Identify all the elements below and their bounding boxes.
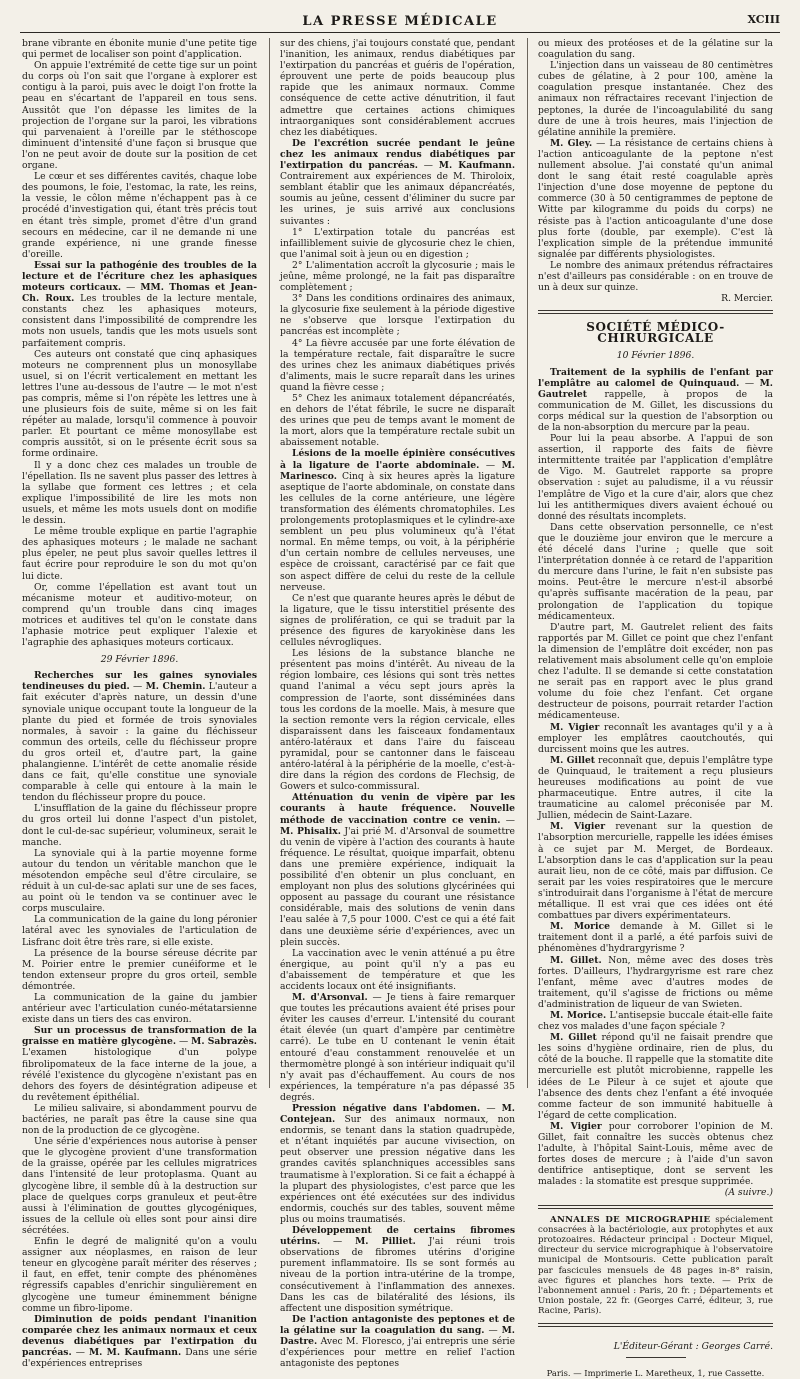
paragraph [538, 1121, 773, 1188]
paragraph: 2° L'alimentation accroît la glycosurie ; mais le jeûne, même prolongé, ne la fait pas disparaître complètement ; [280, 259, 515, 294]
article-heading: De l'action antagoniste des peptones et de la gélatine sur la coagulation du sang. — M. Dastre. Avec M. Floresco, j'ai entrepris une série d'expériences pour mettre en relief l'action antagoniste des peptones [280, 1313, 516, 1370]
article-heading: Recherches sur les gaines synoviales tendineuses du pied. — M. Chemin. L'auteur a fait exécuter d'après nature, un dessin d'une synoviale unique occupant toute la longueur de la plante du pied et formée de trois synoviales normales, à savoir : la gaine du fléchisseur commun des orteils, celle du fléchisseur propre du gros orteil et, d'autre part, la gaine phalangienne. L'intérêt de cette anomalie réside dans ce fait, qu'elle constitue une synoviale comparable à celle qui entoure à la main le tendon du fléchisseur propre du pouce. [22, 670, 258, 804]
session-date: 10 Février 1896. [616, 350, 695, 362]
article-author: M. Chemin. [145, 681, 206, 693]
paragraph: J'ai prié M. d'Arsonval de soumettre du venin de vipère à l'action des courants à haute fréquence. Le résultat, quoique imparfait, obtenu dans une première expérience, indiquait la possibilité d'en obtenir un plus concluant, en employant non plus des solutions glycérinées qui opposent au passage du courant une résistance considérable, mais des solutions de venin dans l'eau salée à 7,5 pour 1000. C'est ce qui a été fait dans une deuxième série d'expériences, avec un plein succès. [280, 825, 515, 948]
article-heading: Atténuation du venin de vipère par les courants à haute fréquence. Nouvelle méthode de vaccination contre ce venin. — M. Phisalix. J'ai prié M. d'Arsonval de soumettre du venin de vipère à l'action des courants à haute fréquence. Le résultat, quoique imparfait, obtenu dans une première expérience, indiquait la possibilité d'en obtenir un plus concluant, en employant non plus des solutions glycérinées qui opposent au passage du courant une résistance considérable, mais des solutions de venin dans l'eau salée à 7,5 pour 1000. C'est ce qui a été fait dans une deuxième série d'expériences, avec un plein succès. [280, 792, 515, 948]
article-heading: Lésions de la moelle épinière consécutives à la ligature de l'aorte abdominale. — M. Marinesco. Cinq à six heures après la ligature aseptique de l'aorte abdominale, on constate dans les cellules de la corne antérieure, une légère transformation des éléments chromatophiles. Les prolongements protoplasmiques et le cylindre-axe semblent un peu plus volumineux qu'à l'état normal. En même temps, ou voit, à la périphérie d'un certain nombre de cellules nerveuses, une espèce de croissant, caractérisé par ce fait que son aspect diffère de celui du reste de la cellule nerveuse. [280, 448, 516, 593]
paragraph: Avec M. Floresco, j'ai entrepris une série d'expériences pour mettre en relief l'action antagoniste des peptones [280, 1335, 516, 1370]
speaker: M. Morice. [550, 1009, 607, 1021]
paragraph: Contrairement aux expériences de M. Thiroloix, semblant établir que les animaux dépancréatés, soumis au jeûne, cessent d'éliminer du sucre par les urines, je suis arrivé aux conclusions suivantes : [280, 171, 515, 227]
article-title: Diminution de poids pendant l'inanition comparée chez les animaux normaux et ceux devenus diabétiques par l'extirpation du pancréas. [22, 1313, 257, 1358]
paragraph: La présence de la bourse séreuse décrite par M. Poirier entre le premier cunéiforme et le tendon extenseur propre du gros orteil, semble démontrée. [22, 947, 257, 992]
speaker: M. Morice [550, 921, 610, 933]
advertisement-body: spécialement consacrées à la bactériologie, aux protophytes et aux protozoaires. Rédacteur principal : Docteur Miquel, directeur du service micrographique à l'observatoire municipal de Montsouris. Cette publication paraît par fascicules mensuels de 48 pages in-8° raisin, avec figures et planches hors texte. — Prix de l'abonnement annuel : Paris, 20 fr. ; Départements et Union postale, 22 fr. (Georges Carré, éditeur, 3, rue Racine, Paris). [538, 1214, 773, 1317]
article-heading: Traitement de la syphilis de l'enfant par l'emplâtre au calomel de Quinquaud. — M. Gautrelet rappelle, à propos de la communication de M. Gillet, les discussions du corps médical sur la question de l'absorption ou de la non-absorption du mercure par la peau. [538, 366, 773, 433]
paragraph: Or, comme l'épellation est avant tout un mécanisme moteur et auditivo-moteur, on comprend qu'un trouble dans cinq images motrices et auditives tel qu'on le constate dans l'aphasie motrice peut expliquer l'alexie et l'agraphie des aphasiques moteurs corticaux. [22, 581, 257, 649]
speaker: M. Vigier [550, 721, 600, 733]
paragraph: M. Gley. — La résistance de certains chiens à l'action anticoagulante de la peptone n'est nullement absolue. J'ai constaté qu'un animal dont le sang était resté coagulable après l'injection d'une dose moyenne de peptone du commerce (30 à 50 centigrammes de peptone de Witte par kilogramme du poids du corps) ne résiste pas à l'action anticoagulante d'une dose plus forte (double, par exemple). C'est là l'explication simple de la prétendue immunité signalée par différents physiologistes. [538, 137, 773, 260]
page-number: XCIII [747, 13, 780, 26]
paragraph: Dans une série d'expériences entreprises [22, 1346, 258, 1370]
column-2 [280, 38, 516, 1370]
paragraph-text: reconnaît que, depuis l'emplâtre type de Quinquaud, le traitement a reçu plusieurs heureuses modifications au point de vue pharmaceutique. Entre autres, il cite la traumaticine au calomel préconisée par M. Jullien, médecin de Saint-Lazare. [538, 754, 773, 822]
paragraph [538, 921, 773, 954]
paragraph: D'autre part, M. Gautrelet relient des faits rapportés par M. Gillet ce point que chez l'enfant la dimension de l'emplâtre doit excéder, non pas relativement mais absolument celle qu'on emploie chez l'adulte. Il se demande si cette constatation ne serait pas en rapport avec le plus grand volume du foie chez l'enfant. Cet organe destructeur de poisons, pourrait retarder l'action médicamenteuse. [538, 621, 773, 722]
paragraph [538, 1032, 773, 1121]
paragraph-text: pour corroborer l'opinion de M. Gillet, fait connaître les succès obtenus chez l'adulte, à l'hôpital Saint-Louis, même avec de fortes doses de mercure ; à l'aide d'un savon dentifrice antiseptique, dont se servent les malades : la stomatite est presque supprimée. [538, 1120, 773, 1188]
article-title: Pression négative dans l'abdomen. [292, 1103, 481, 1114]
advertisement-title: ANNALES DE MICROGRAPHIE [550, 1214, 711, 1225]
society-heading: SOCIÉTÉ MÉDICO-CHIRURGICALE [586, 320, 725, 346]
paragraph: 3° Dans les conditions ordinaires des animaux, la glycosurie fixe seulement à la période digestive ne s'observe que lorsque l'extirpation du pancréas est incomplète ; [280, 293, 515, 338]
article-author: M. Kaufmann. [438, 160, 516, 172]
paragraph [538, 955, 773, 1010]
article-title: Atténuation du venin de vipère par les courants à haute fréquence. Nouvelle méthode de vaccination contre ce venin. [280, 792, 515, 826]
article-heading: Pression négative dans l'abdomen. — M. Contejean. Sur des animaux normaux, non endormis, se tenant dans la station quadrupède, et n'étant inquiétés par aucune vivisection, on peut observer une pression négative dans les grandes cavités splanchniques accessibles sans traumatisme à l'exploration. Si ce fait a échappé à la plupart des physiologistes, c'est parce que les expériences ont été exécutées sur des individus endormis, couchés sur des tables, souvent même plus ou moins traumatisés. [280, 1103, 516, 1225]
column-divider [527, 38, 528, 1088]
paragraph-text: répond qu'il ne faisait prendre que les soins d'hygiène ordinaire, rien de plus, du côté de la bouche. Il rappelle que la stomatite dite mercurielle est plutôt microbienne, rappelle les idées de Le Pileur à ce sujet et ajoute que l'absence des dents chez l'enfant a été invoquée comme facteur de son immunité habituelle à l'égard de cette complication. [538, 1032, 774, 1121]
paragraph: 1° L'extirpation totale du pancréas est infailliblement suivie de glycosurie chez le chien, que l'animal soit à jeun ou en digestion ; [280, 226, 515, 260]
article-heading: De l'excrétion sucrée pendant le jeûne chez les animaux rendus diabétiques par l'extirpation du pancréas. — M. Kaufmann. Contrairement aux expériences de M. Thiroloix, semblant établir que les animaux dépancréatés, soumis au jeûne, cessent d'éliminer du sucre par les urines, je suis arrivé aux conclusions suivantes : [280, 137, 516, 227]
paragraph: brane vibrante en ébonite munie d'une petite tige qui permet de localiser son point d'application. [22, 38, 257, 61]
divider [626, 1357, 686, 1358]
paragraph-text: La résistance de certains chiens à l'action anticoagulante de la peptone n'est nullement absolue. J'ai constaté qu'un animal dont le sang était resté coagulable après l'injection d'une dose moyenne de peptone du commerce (30 à 50 centigrammes de peptone de Witte par kilogramme du poids du corps) ne résiste pas à l'action anticoagulante d'une dose plus forte (double, par exemple). C'est là l'explication simple de la prétendue immunité signalée par différents physiologistes. [538, 137, 773, 260]
paragraph: Pour lui la peau absorbe. A l'appui de son assertion, il rapporte des faits de fièvre intermittente traitée par l'application d'emplâtre de Vigo. M. Gautrelet rapporte sa propre observation : sujet au paludisme, il a vu réussir l'emplâtre de Vigo et la cure d'air, alors que chez lui les antithermiques divers avaient échoué ou donné des résultats incomplets. [538, 433, 773, 522]
article-author: M. Gley. [550, 137, 593, 149]
paragraph: Le même trouble explique en partie l'agraphie des aphasiques moteurs ; le malade ne sachant plus épeler, ne peut plus savoir quelles lettres il faut écrire pour reproduire le son du mot qu'on lui dicte. [22, 526, 257, 582]
article-author: M. Pilliet. [355, 1236, 416, 1248]
speaker: M. Vigier [550, 1120, 602, 1132]
printer-credit: Paris. — Imprimerie L. Maretheux, 1, rue Cassette. [546, 1367, 765, 1378]
paragraph: Le milieu salivaire, si abondamment pourvu de bactéries, ne paraît pas être la cause sine qua non de la production de ce glycogène. [22, 1102, 257, 1137]
paragraph [538, 821, 773, 921]
paragraph: Ces auteurs ont constaté que cinq aphasiques moteurs ne comprennent plus un monosyllabe usuel, si on l'écrit verticalement en mettant les lettres l'une au-dessous de l'autre — le mot n'est pas compris, même si l'on répète les lettres une à une plusieurs fois de suite, même si on les fait répéter au malade, lorsqu'il commence à pouvoir parler. Et pourtant ce même monosyllabe est compris aussitôt, si on le présente écrit sous sa forme ordinaire. [22, 348, 257, 460]
paragraph: J'ai réuni trois observations de fibromes utérins d'origine purement inflammatoire. Ils se sont formés au niveau de la portion intra-utérine de la trompe, consécutivement à l'inflammation des annexes. Dans les cas de bilatéralité des lésions, ils affectent une disposition symétrique. [280, 1236, 515, 1314]
paragraph: L'insufflation de la gaine du fléchisseur propre du gros orteil lui donne l'aspect d'un pistolet, dont le cul-de-sac supérieur, volumineux, serait le manche. [22, 803, 257, 848]
article-title: De l'action antagoniste des peptones et de la gélatine sur la coagulation du sang. [280, 1313, 515, 1336]
paragraph: Le cœur et ses différentes cavités, chaque lobe des poumons, le foie, l'estomac, la rate, les reins, la vessie, le côlon même n'échappent pas à ce procédé d'investigation qui, étant très précis tout en étant très simple, promet d'être d'un grand secours en médecine, car il ne demande ni une grande expérience, ni une grande finesse d'oreille. [22, 171, 257, 260]
article-title: Développement de certains fibromes utérins. [280, 1225, 515, 1248]
paragraph: Cinq à six heures après la ligature aseptique de l'aorte abdominale, on constate dans les cellules de la corne antérieure, une légère transformation des éléments chromatophiles. Les prolongements protoplasmiques et le cylindre-axe semblent un peu plus volumineux qu'à l'état normal. En même temps, ou voit, à la périphérie d'un certain nombre de cellules nerveuses, une espèce de croissant, caractérisé par ce fait que son aspect diffère de celui du reste de la cellule nerveuse. [280, 470, 515, 593]
article-author: M. Dastre. [280, 1324, 515, 1347]
article-author: M. M. Kaufmann. [88, 1346, 182, 1358]
article-title: Lésions de la moelle épinière consécutives à la ligature de l'aorte abdominale. [280, 448, 515, 471]
column-3 [538, 38, 774, 1378]
session-date: 29 Février 1896. [100, 654, 179, 666]
paragraph: Dans cette observation personnelle, ce n'est que le douzième jour environ que le mercure a été décelé dans l'urine ; quelle que soit l'interprétation donnée à ce retard de l'apparition du mercure dans l'urine, le fait n'en subsiste pas moins. Peut-être le mercure n'est-il absorbé qu'après suffisante macération de la peau, par prolongation de l'application du topique médicamenteux. [538, 521, 773, 622]
paragraph-text: L'antisepsie buccale était-elle faite chez vos malades d'une façon spéciale ? [538, 1009, 773, 1033]
article-author: M. Phisalix. [280, 825, 341, 837]
section-divider [538, 310, 773, 314]
paragraph-text: revenant sur la question de l'absorption mercurielle, rappelle les idées émises à ce sujet par M. Merget, de Bordeaux. L'absorption dans le cas d'application sur la peau aurait lieu, non de ce côté, mais par diffusion. Ce serait par les voies respiratoires que le mercure s'introduirait dans l'organisme à l'état de mercure métallique. Il est vrai que ces idées ont été combattues par divers expérimentateurs. [538, 821, 773, 922]
paragraph [538, 1010, 773, 1032]
speaker: M. Gillet [550, 754, 596, 766]
article-heading: Diminution de poids pendant l'inanition comparée chez les animaux normaux et ceux devenus diabétiques par l'extirpation du pancréas. — M. M. Kaufmann. Dans une série d'expériences entreprises [22, 1313, 258, 1370]
speaker: M. Vigier [550, 821, 606, 833]
article-heading: Développement de certains fibromes utérins. — M. Pilliet. J'ai réuni trois observations de fibromes utérins d'origine purement inflammatoire. Ils se sont formés au niveau de la portion intra-utérine de la trompe, consécutivement à l'inflammation des annexes. Dans les cas de bilatéralité des lésions, ils affectent une disposition symétrique. [280, 1225, 515, 1314]
article-author: M. d'Arsonval. [292, 992, 368, 1004]
paragraph: Une série d'expériences nous autorise à penser que le glycogène provient d'une transformation de la graisse, opérée par les cellules migratrices dans l'intensité de leur protoplasma. Quant au glycogène libre, il semble dû à la destruction sur place de quelques corps granuleux et peut-être aussi à l'élimination de gouttes glycogéniques, issues de la cellule où elles sont pour ainsi dire sécrétées. [22, 1136, 257, 1236]
paragraph: Ce n'est que quarante heures après le début de la ligature, que le tissu interstitiel présente des signes de prolifération, ce qui se traduit par la présence des figures de karyokinèse dans les cellules névrogliques. [280, 592, 515, 649]
paragraph: ou mieux des protéoses et de la gélatine sur la coagulation du sang. [538, 38, 773, 61]
article-title: De l'excrétion sucrée pendant le jeûne chez les animaux rendus diabétiques par l'extirpation du pancréas. [280, 137, 515, 172]
section-divider [538, 1205, 773, 1209]
paragraph: L'injection dans un vaisseau de 80 centimètres cubes de gélatine, à 2 pour 100, amène la coagulation presque instantanée. Chez des animaux non réfractaires recevant l'injection de peptones, la durée de l'incoagulabilité du sang dure de une à trois heures, mais l'injection de gélatine annihile la première. [538, 60, 773, 138]
paragraph: L'examen histologique d'un polype fibrolipomateux de la face interne de la joue, a révélé l'existence du glycogène n'existant pas en dehors des foyers de désintégration adipeuse et du revêtement épithélial. [22, 1047, 257, 1103]
paragraph: Le nombre des animaux prétendus réfractaires n'est d'ailleurs pas considérable : on en trouve de un à deux sur quinze. [538, 259, 773, 294]
paragraph: Les lésions de la substance blanche ne présentent pas moins d'intérêt. Au niveau de la région lombaire, ces lésions qui sont très nettes quand l'animal a vécu sept jours après la compression de l'aorte, sont disséminées dans tous les cordons de la moelle. Mais, à mesure que la section remonte vers la région cervicale, elles disparaissent dans les faisceaux fondamentaux antéro-latéraux et dans l'aire du faisceau pyramidal, pour se cantonner dans le faisceau antéro-latéral à la périphérie de la moelle, c'est-à-dire dans la région des cordons de Flechsig, de Gowers et sulco-commissural. [280, 648, 515, 793]
publication-title: LA PRESSE MÉDICALE [302, 13, 498, 29]
paragraph: La synoviale qui à la partie moyenne forme autour du tendon un véritable manchon que le mésotendon empêche seul d'être circulaire, se réduit à un cul-de-sac aplati sur une de ses faces, au point où le tendon va se continuer avec le corps musculaire. [22, 847, 257, 915]
article-author: M. Sabrazès. [191, 1036, 257, 1048]
publisher-credit: L'Éditeur-Gérant : Georges Carré. [613, 1340, 773, 1352]
paragraph: sur des chiens, j'ai toujours constaté que, pendant l'inanition, les animaux, rendus diabétiques par l'extirpation du pancréas et guéris de l'opération, éprouvent une perte de poids beaucoup plus rapide que les animaux normaux. Comme conséquence de cette active dénutrition, il faut admettre que certaines actions chimiques intraorganiques sont considérablement accrues chez les diabétiques. [280, 38, 515, 138]
paragraph: L'auteur a fait exécuter d'après nature, un dessin d'une synoviale unique occupant toute la longueur de la plante du pied et formée de trois synoviales normales, à savoir : la gaine du fléchisseur commun des orteils, celle du fléchisseur propre du gros orteil et, d'autre part, la gaine phalangienne. L'intérêt de cette anomalie réside dans ce fait, qu'elle constitue une synoviale comparable à celle qui entoure à la main le tendon du fléchisseur propre du pouce. [22, 681, 258, 804]
paragraph: La communication de la gaine du long péronier latéral avec les synoviales de l'articulation de Lisfranc doit être très rare, si elle existe. [22, 914, 257, 948]
page-header [20, 12, 780, 30]
article-title: Sur un processus de transformation de la graisse en matière glycogène. [22, 1025, 257, 1048]
article-heading: Essai sur la pathogénie des troubles de la lecture et de l'écriture chez les aphasiques moteurs corticaux. — MM. Thomas et Jean-Ch. Roux. Les troubles de la lecture mentale, constants chez les aphasiques moteurs, consistent dans l'impossibilité de comprendre les mots non usuels, tandis que les mots usuels sont parfaitement compris. [22, 259, 258, 349]
paragraph [538, 722, 773, 755]
article-title: Traitement de la syphilis de l'enfant par l'emplâtre au calomel de Quinquaud. [538, 366, 773, 389]
paragraph-text: Non, même avec des doses très fortes. D'ailleurs, l'hydrargyrisme est rare chez l'enfant, même avec d'autres modes de traitement, qu'il s'agisse de frictions ou même d'administration de liqueur de van Swieten. [538, 954, 774, 1010]
paragraph: On appuie l'extrémité de cette tige sur un point du corps où l'on sait que l'organe à explorer est contigu à la paroi, puis avec le doigt l'on frotte la peau en s'écartant de l'appareil en tous sens. Aussitôt que l'on dépasse les limites de la projection de l'organe sur la paroi, les vibrations qui parvenaient à l'oreille par le stéthoscope diminuent d'intensité d'une façon si brusque que l'on ne peut avoir de doute sur la position de cet organe. [22, 60, 257, 172]
paragraph: La communication de la gaine du jambier antérieur avec l'articulation cunéo-métatarsienne existe dans un tiers des cas environ. [22, 991, 257, 1026]
article-author: M. Gautrelet [538, 377, 773, 400]
signature: R. Mercier. [721, 293, 773, 305]
paragraph: rappelle, à propos de la communication de M. Gillet, les discussions du corps médical sur la question de l'absorption ou de la non-absorption du mercure par la peau. [538, 388, 773, 433]
to-be-continued: (A suivre.) [724, 1187, 773, 1199]
paragraph: La vaccination avec le venin atténué a pu être énergique, au point qu'il n'y a pas eu d'abaissement de température et que les accidents locaux ont été insignifiants. [280, 947, 515, 992]
paragraph: 5° Chez les animaux totalement dépancréatés, en dehors de l'état fébrile, le sucre ne disparaît des urines que peu de temps avant le moment de la mort, alors que la température rectale subit un abaissement notable. [280, 393, 515, 449]
article-author: M. Marinesco. [280, 459, 516, 482]
header-rule [20, 32, 780, 33]
paragraph: M. d'Arsonval. — Je tiens à faire remarquer que toutes les précautions avaient été prises pour éviter les causes d'erreur. L'intensité du courant était élevée (un quart d'ampère par centimètre carré). Le tube en U contenant le venin était entouré d'eau constamment renouvelée et un thermomètre plongé à son intérieur indiquait qu'il n'y avait pas d'échauffement. Au cours de nos expériences, la température n'a pas dépassé 35 degrés. [280, 992, 515, 1103]
section-divider [538, 1323, 773, 1327]
paragraph: Sur des animaux normaux, non endormis, se tenant dans la station quadrupède, et n'étant inquiétés par aucune vivisection, on peut observer une pression négative dans les grandes cavités splanchniques accessibles sans traumatisme à l'exploration. Si ce fait a échappé à la plupart des physiologistes, c'est parce que les expériences ont été exécutées sur des individus endormis, couchés sur des tables, souvent même plus ou moins traumatisés. [280, 1114, 516, 1225]
paragraph: 4° La fièvre accusée par une forte élévation de la température rectale, fait disparaître le sucre des urines chez les animaux diabétiques privés d'aliments, mais le sucre reparaît dans les urines quand la fièvre cesse ; [280, 337, 515, 393]
article-author: M. Contejean. [280, 1103, 516, 1126]
article-title: Recherches sur les gaines synoviales tendineuses du pied. [22, 670, 257, 693]
column-1 [22, 38, 258, 1370]
article-author: MM. Thomas et Jean-Ch. Roux. [22, 282, 258, 305]
article-title: Essai sur la pathogénie des troubles de la lecture et de l'écriture chez les aphasiques moteurs corticaux. [22, 259, 257, 294]
column-divider [269, 38, 270, 1088]
advertisement [538, 1215, 773, 1317]
paragraph-text: demande à M. Gillet si le traitement dont il a parlé, a été parfois suivi de phénomènes d'hydrargyrisme ? [538, 921, 773, 955]
paragraph-text: reconnaît les avantages qu'il y a à employer les emplâtres caoutchoutés, qui durcissent moins que les autres. [538, 721, 774, 755]
article-heading: Sur un processus de transformation de la graisse en matière glycogène. — M. Sabrazès. L'examen histologique d'un polype fibrolipomateux de la face interne de la joue, a révélé l'existence du glycogène n'existant pas en dehors des foyers de désintégration adipeuse et du revêtement épithélial. [22, 1025, 257, 1103]
paragraph: Enfin le degré de malignité qu'on a voulu assigner aux néoplasmes, en raison de leur teneur en glycogène paraît mériter des réserves ; il faut, en effet, tenir compte des phénomènes régressifs capables d'enrichir singulièrement en glycogène une tumeur éminemment bénigne comme un fibro-lipome. [22, 1236, 257, 1314]
paragraph: Les troubles de la lecture mentale, constants chez les aphasiques moteurs, consistent dans l'impossibilité de comprendre les mots non usuels, tandis que les mots usuels sont parfaitement compris. [22, 293, 258, 349]
paragraph: Il y a donc chez ces malades un trouble de l'épellation. Ils ne savent plus passer des lettres à la syllabe que forment ces lettres ; et cela explique l'impossibilité de lire les mots non usuels, et même les mots usuels dont on modifie le dessin. [22, 459, 257, 527]
speaker: M. Gillet [550, 1032, 597, 1044]
paragraph-text: Je tiens à faire remarquer que toutes les précautions avaient été prises pour éviter les causes d'erreur. L'intensité du courant était élevée (un quart d'ampère par centimètre carré). Le tube en U contenant le venin était entouré d'eau constamment renouvelée et un thermomètre plongé à son intérieur indiquait qu'il n'y avait pas d'échauffement. Au cours de nos expériences, la température n'a pas dépassé 35 degrés. [280, 992, 515, 1103]
speaker: M. Gillet. [550, 954, 602, 966]
paragraph [538, 755, 773, 822]
